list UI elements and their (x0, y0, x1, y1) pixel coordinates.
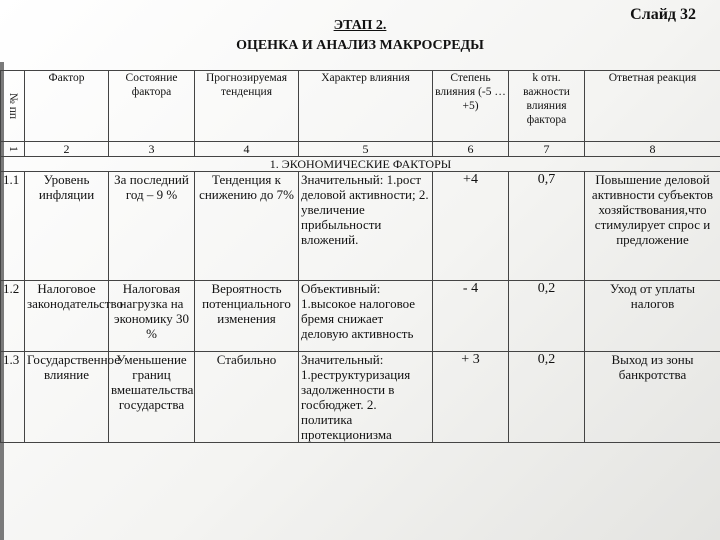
col-number-6: 6 (433, 142, 509, 157)
row-importance: 0,7 (509, 172, 585, 281)
row-influence: Объективный: 1.высокое налоговое бремя снижает деловую активность (299, 281, 433, 352)
row-response: Уход от уплаты налогов (585, 281, 720, 352)
col-number-1: 1 (1, 142, 25, 157)
row-state: За последний год – 9 % (109, 172, 195, 281)
row-degree: + 3 (433, 352, 509, 443)
row-influence: Значительный: 1.рост деловой активности; 2. увеличение прибыльности вложений. (299, 172, 433, 281)
section-row (1, 157, 720, 172)
row-number: 1.3 (1, 352, 25, 443)
row-degree: - 4 (433, 281, 509, 352)
section-heading: 1. ЭКОНОМИЧЕСКИЕ ФАКТОРЫ (1, 157, 720, 172)
header-state: Состояние фактора (109, 71, 195, 142)
row-degree: +4 (433, 172, 509, 281)
table-row (1, 352, 720, 443)
header-number: № пп (1, 71, 25, 142)
row-importance: 0,2 (509, 352, 585, 443)
col-number-7: 7 (509, 142, 585, 157)
header-response: Ответная реакция (585, 71, 720, 142)
row-importance: 0,2 (509, 281, 585, 352)
stage-label: ЭТАП 2. (333, 18, 387, 33)
header-factor: Фактор (25, 71, 109, 142)
row-state: Уменьшение границ вмешательства государства (109, 352, 195, 443)
row-factor: Налоговое законодательство (25, 281, 109, 352)
col-number-3: 3 (109, 142, 195, 157)
macro-environment-table (0, 70, 720, 443)
row-number: 1.1 (1, 172, 25, 281)
page-title: ОЦЕНКА И АНАЛИЗ МАКРОСРЕДЫ (236, 38, 484, 53)
row-factor: Государственное влияние (25, 352, 109, 443)
table-row (1, 172, 720, 281)
col-number-2: 2 (25, 142, 109, 157)
header-influence: Характер влияния (299, 71, 433, 142)
row-trend: Вероятность потенциального изменения (195, 281, 299, 352)
row-trend: Стабильно (195, 352, 299, 443)
header-importance: k отн. важности влияния фактора (509, 71, 585, 142)
row-trend: Тенденция к снижению до 7% (195, 172, 299, 281)
row-factor: Уровень инфляции (25, 172, 109, 281)
row-influence: Значительный: 1.реструктуризация задолженности в госбюджет. 2. политика протекционизма (299, 352, 433, 443)
header-trend: Прогнозируемая тенденция (195, 71, 299, 142)
row-number: 1.2 (1, 281, 25, 352)
col-number-4: 4 (195, 142, 299, 157)
slide-number: Слайд 32 (630, 6, 696, 23)
row-state: Налоговая нагрузка на экономику 30 % (109, 281, 195, 352)
col-number-5: 5 (299, 142, 433, 157)
col-number-8: 8 (585, 142, 720, 157)
header-degree: Степень влияния (-5 … +5) (433, 71, 509, 142)
row-response: Повышение деловой активности субъектов хозяйствования,что стимулирует спрос и предложение (585, 172, 720, 281)
header-row (1, 71, 720, 142)
column-number-row (1, 142, 720, 157)
table-row (1, 281, 720, 352)
row-response: Выход из зоны банкротства (585, 352, 720, 443)
